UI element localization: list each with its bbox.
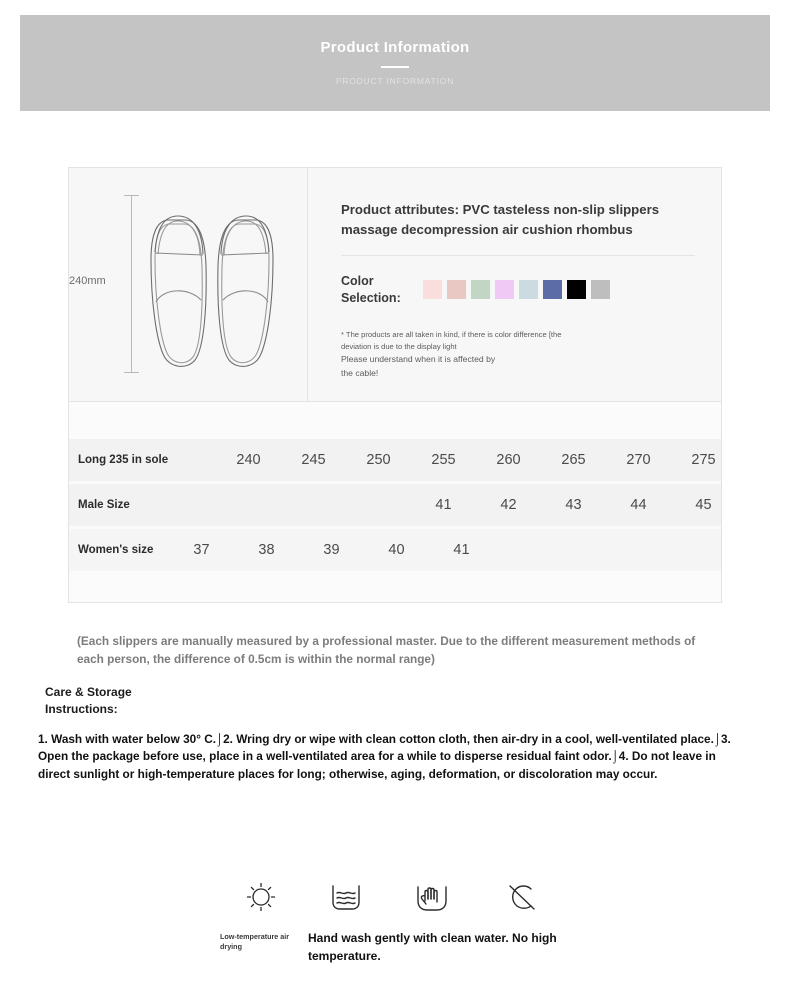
no-dry-clean-crossed-icon [503,880,539,919]
row-header-womens-size: Women's size [78,543,154,556]
table-cell: 37 [193,542,210,558]
hand-wash-icon [413,880,451,919]
color-swatch-lilac[interactable] [495,280,514,299]
table-cell: 44 [630,497,647,513]
color-swatch-dusty-rose[interactable] [447,280,466,299]
color-swatch-list [423,280,610,299]
color-swatch-pale-blue[interactable] [519,280,538,299]
table-cell: 42 [500,497,517,513]
color-disclaimer [341,329,695,381]
disclaimer-line-3: Please understand when it is affected by [341,354,496,365]
table-cell: 275 [691,452,716,468]
disclaimer-line-1: * The products are all taken in kind, if there is color difference [the [341,329,562,339]
page-banner [20,15,770,111]
row-header-sole-length: Long 235 in sole [78,453,169,466]
attributes-divider [341,255,695,256]
table-row-sole-length [69,439,721,481]
color-selection-row [341,273,695,307]
page-title: Product Information [320,39,470,57]
color-swatch-light-pink[interactable] [423,280,442,299]
table-cell: 45 [695,497,712,513]
color-swatch-black[interactable] [567,280,586,299]
table-cell: 250 [366,452,391,468]
table-cell: 41 [435,497,452,513]
product-image-pane [69,168,308,401]
sun-low-temperature-drying-icon [244,880,278,919]
table-cell: 41 [453,542,470,558]
dimension-line [131,195,132,373]
table-cell: 39 [323,542,340,558]
table-cell: 255 [431,452,456,468]
color-swatch-sage-green[interactable] [471,280,490,299]
care-instructions-body: 1. Wash with water below 30° C.⌡2. Wring dry or wipe with clean cotton cloth, then air-dry in a cool, well-ventilated place.⌡3. Open the package before use, place in a well-ventilated area for a while to disperse residual faint odor.⌡4. Do not leave in direct sunlight or high-temperature places for long; otherwise, aging, deformation, or discoloration may occur. [38,732,731,781]
dimension-indicator [69,195,139,373]
disclaimer-line-4: the cable! [341,368,379,379]
dimension-cap-bottom [124,372,139,373]
care-instructions-title [45,684,132,718]
table-row-womens-size [69,529,721,571]
color-swatch-grey[interactable] [591,280,610,299]
table-cell: 245 [301,452,326,468]
care-symbols-row [238,880,568,928]
banner-divider [381,66,409,68]
table-cell: 265 [561,452,586,468]
care-title-line-1: Care & Storage [45,685,132,699]
table-cell: 240 [236,452,261,468]
table-row-male-size [69,484,721,526]
size-chart-table [68,402,722,603]
product-attributes-pane [308,168,721,401]
table-cell: 43 [565,497,582,513]
low-temperature-drying-caption: Low-temperature air drying [220,932,290,952]
table-cell: 38 [258,542,275,558]
table-cell: 260 [496,452,521,468]
color-swatch-indigo-blue[interactable] [543,280,562,299]
page-subtitle: PRODUCT INFORMATION [335,75,455,86]
hand-wash-caption: Hand wash gently with clean water. No high temperature. [308,931,557,963]
dimension-label: 240mm [69,275,106,287]
color-selection-label: Color Selection: [341,273,401,305]
measurement-note: (Each slippers are manually measured by a professional master. Due to the different measurement methods of each person, the difference of 0.5cm is within the normal range) [77,634,696,666]
product-info-panel [68,167,722,402]
wash-tub-water-icon [328,880,364,919]
table-cell: 270 [626,452,651,468]
product-attributes-title: Product attributes: PVC tasteless non-slip slippers massage decompression air cushion rhombus [341,202,660,238]
disclaimer-line-2: deviation is due to the display light [341,341,457,351]
table-cell: 40 [388,542,405,558]
row-header-male-size: Male Size [78,498,130,511]
slippers-pair-outline-icon [147,190,277,385]
care-title-line-2: Instructions: [45,702,118,717]
